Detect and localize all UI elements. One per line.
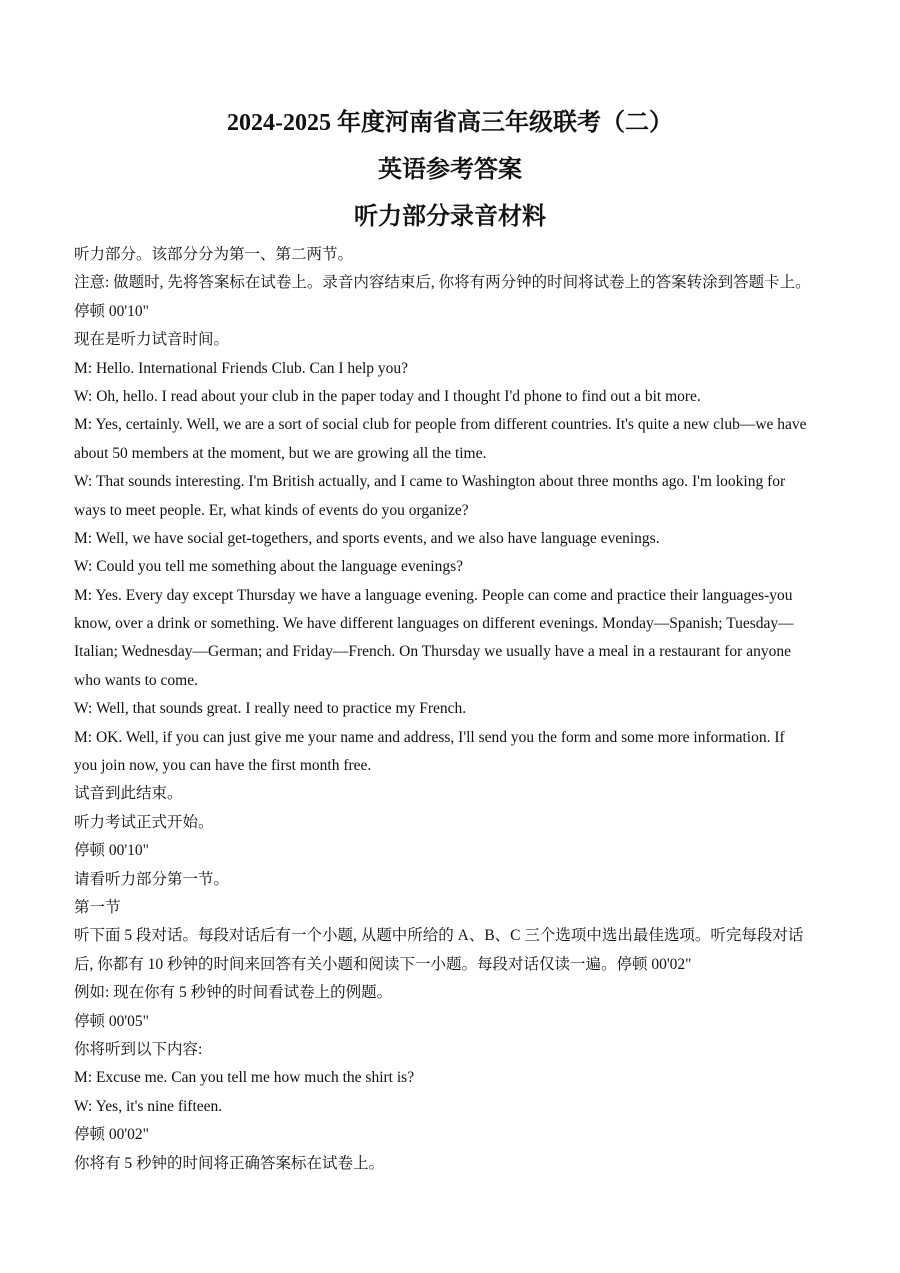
section-title: 听力部分录音材料 bbox=[354, 204, 546, 230]
text-line: 请看听力部分第一节。 bbox=[74, 870, 230, 888]
text-line: M: Yes. Every day except Thursday we have a language evening. People can come and practice their languages-you bbox=[74, 586, 793, 604]
text-line: M: Well, we have social get-togethers, and sports events, and we also have language evenings. bbox=[74, 529, 660, 547]
text-line: W: Yes, it's nine fifteen. bbox=[74, 1097, 223, 1115]
text-line: 例如: 现在你有 5 秒钟的时间看试卷上的例题。 bbox=[74, 984, 393, 1002]
text-line: 试音到此结束。 bbox=[74, 785, 183, 803]
text-line: 停顿 00'10" bbox=[74, 842, 149, 860]
text-line: 现在是听力试音时间。 bbox=[74, 331, 230, 349]
text-line: 后, 你都有 10 秒钟的时间来回答有关小题和阅读下一小题。每段对话仅读一遍。停顿 00'02" bbox=[74, 955, 692, 973]
text-line: W: Oh, hello. I read about your club in the paper today and I thought I'd phone to find out a bit more. bbox=[74, 387, 701, 405]
text-line: 听力部分。该部分分为第一、第二两节。 bbox=[74, 246, 354, 263]
text-line: 停顿 00'10" bbox=[74, 302, 149, 320]
text-line: 停顿 00'05" bbox=[74, 1012, 149, 1030]
text-line: 你将听到以下内容: bbox=[74, 1040, 203, 1058]
text-line: M: Excuse me. Can you tell me how much the shirt is? bbox=[74, 1069, 415, 1087]
text-line: M: Hello. International Friends Club. Can I help you? bbox=[74, 359, 409, 377]
transcript-body bbox=[74, 241, 834, 1178]
document-subtitle: 英语参考答案 bbox=[378, 157, 522, 183]
text-line: about 50 members at the moment, but we are growing all the time. bbox=[74, 444, 487, 462]
text-line: know, over a drink or something. We have different languages on different evenings. Monday—Spanish; Tuesday— bbox=[74, 615, 794, 633]
text-line: Italian; Wednesday—German; and Friday—French. On Thursday we usually have a meal in a restaurant for anyone bbox=[74, 643, 791, 661]
text-line: M: Yes, certainly. Well, we are a sort of social club for people from different countries. It's quite a new club—we have bbox=[74, 416, 807, 434]
text-line: M: OK. Well, if you can just give me your name and address, I'll send you the form and some more information. If bbox=[74, 728, 785, 746]
document-title: 2024-2025 年度河南省高三年级联考（二） bbox=[227, 110, 673, 136]
text-line: you join now, you can have the first month free. bbox=[74, 757, 372, 775]
text-line: W: Well, that sounds great. I really need to practice my French. bbox=[74, 700, 467, 718]
text-line: 听力考试正式开始。 bbox=[74, 813, 214, 831]
text-line: who wants to come. bbox=[74, 671, 198, 689]
text-line: 注意: 做题时, 先将答案标在试卷上。录音内容结束后, 你将有两分钟的时间将试卷上的答案转涂到答题卡上。 bbox=[74, 274, 811, 292]
text-line: 停顿 00'02" bbox=[74, 1126, 149, 1144]
text-line: 听下面 5 段对话。每段对话后有一个小题, 从题中所给的 A、B、C 三个选项中选出最佳选项。听完每段对话 bbox=[74, 927, 804, 945]
text-line: W: Could you tell me something about the language evenings? bbox=[74, 558, 463, 576]
text-line: ways to meet people. Er, what kinds of events do you organize? bbox=[74, 501, 469, 519]
text-line: 你将有 5 秒钟的时间将正确答案标在试卷上。 bbox=[74, 1154, 385, 1172]
text-line: 第一节 bbox=[74, 898, 121, 916]
text-line: W: That sounds interesting. I'm British actually, and I came to Washington about three months ago. I'm looking for bbox=[74, 473, 786, 491]
